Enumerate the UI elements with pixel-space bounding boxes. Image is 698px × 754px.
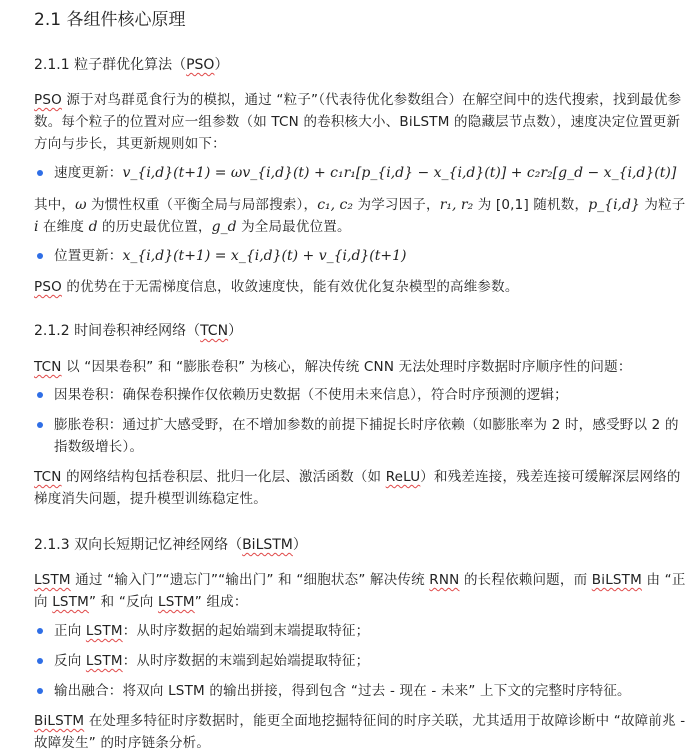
causal-conv-item	[34, 384, 690, 406]
pso-intro-text: 源于对鸟群觅食行为的模拟，通过 “粒子”（代表待优化参数组合）在解空间中的迭代搜索，找到最优参数。每个粒子的位置对应一组参数（如 TCN 的卷积核大小、BiLSTM 的隐藏层节点数），速度决定位置更新方向与步长，其更新规则如下：	[34, 92, 682, 152]
where-text-5: 为粒子	[639, 197, 686, 213]
where-text-3: 为学习因子，	[353, 197, 440, 213]
forward-lstm-abbr: LSTM	[85, 623, 123, 639]
velocity-update-item	[34, 162, 690, 184]
bilstm-intro-text-a: 通过 “输入门”“遗忘门”“输出门” 和 “细胞状态” 解决传统	[70, 572, 430, 588]
relu-term: ReLU	[385, 469, 421, 485]
pso-heading-close: ）	[214, 57, 229, 73]
bilstm-abbr-2: BiLSTM	[34, 713, 85, 729]
p-id-symbol: p_{i,d}	[588, 197, 640, 213]
tcn-abbr: TCN	[34, 359, 62, 375]
section-title	[34, 9, 690, 31]
pso-abbr-2: PSO	[34, 279, 62, 295]
lstm-term-backward: LSTM	[157, 594, 195, 610]
d-symbol: d	[88, 219, 98, 235]
output-fusion-item	[34, 680, 690, 702]
pso-symbols-paragraph	[34, 194, 690, 238]
lstm-abbr: LSTM	[34, 572, 71, 588]
tcn-structure-text-a: 的网络结构包括卷积层、批归一化层、激活函数（如	[61, 469, 386, 485]
position-equation: x_{i,d}(t+1) = x_{i,d}(t) + v_{i,d}(t+1)	[122, 248, 407, 264]
pso-advantage-paragraph	[34, 276, 690, 298]
omega-symbol: ω	[75, 197, 87, 213]
lstm-term-forward: LSTM	[52, 594, 89, 610]
bilstm-summary-text: 在处理多特征时序数据时，能更全面地挖掘特征间的时序关联，尤其适用于故障诊断中 “故障前兆 - 故障发生” 的时序链条分析。	[34, 713, 686, 751]
causal-conv-text: 因果卷积：确保卷积操作仅依赖历史数据（不使用未来信息），符合时序预测的逻辑；	[54, 387, 568, 403]
g-d-symbol: g_d	[211, 219, 237, 235]
bilstm-intro-paragraph	[34, 569, 690, 613]
bilstm-heading-text: 2.1.3 双向长短期记忆神经网络（	[34, 537, 243, 553]
bilstm-intro-text-b: 的长程依赖问题，而	[459, 572, 592, 588]
backward-lstm-text: ：从时序数据的末端到起始端提取特征；	[122, 653, 370, 669]
where-text-6: 在维度	[38, 219, 89, 235]
where-text-7: 的历史最优位置，	[97, 219, 212, 235]
where-text-2: 为惯性权重（平衡全局与局部搜索），	[86, 197, 318, 213]
position-label: 位置更新：	[54, 248, 123, 264]
where-text-8: 为全局最优位置。	[236, 219, 351, 235]
backward-lstm-prefix: 反向	[54, 653, 86, 669]
forward-lstm-item	[34, 620, 690, 642]
dilated-conv-text: 膨胀卷积：通过扩大感受野，在不增加参数的前提下捕捉长时序依赖（如膨胀率为 2 时，感受野以 2 的指数级增长）。	[54, 417, 679, 455]
velocity-equation: v_{i,d}(t+1) = ωv_{i,d}(t) + c₁r₁[p_{i,d} − x_{i,d}(t)] + c₂r₂[g_d − x_{i,d}(t)]	[122, 165, 677, 181]
section-title-text: 2.1 各组件核心原理	[34, 10, 186, 30]
forward-lstm-text: ：从时序数据的起始端到末端提取特征；	[122, 623, 370, 639]
pso-heading-abbr: PSO	[186, 57, 215, 73]
forward-lstm-prefix: 正向	[54, 623, 86, 639]
bilstm-intro-text-d: ” 和 “反向	[89, 594, 158, 610]
i-symbol: i	[34, 219, 39, 235]
c-symbols: c₁, c₂	[317, 197, 353, 213]
position-update-item	[34, 245, 690, 267]
where-text-1: 其中，	[34, 197, 76, 213]
tcn-structure-text-b: ）和残差连接，残差连接可缓解深层网络的梯度消失问题，提升模型训练稳定性。	[34, 469, 681, 507]
tcn-intro-text: 以 “因果卷积” 和 “膨胀卷积” 为核心，解决传统 CNN 无法处理时序数据时序顺序性的问题：	[61, 359, 632, 375]
bilstm-summary-paragraph	[34, 710, 690, 754]
tcn-heading-text: 2.1.2 时间卷积神经网络（	[34, 323, 201, 339]
tcn-heading-close: ）	[228, 323, 243, 339]
tcn-heading-abbr: TCN	[200, 323, 229, 339]
pso-heading	[34, 55, 690, 75]
pso-advantage-text: 的优势在于无需梯度信息，收敛速度快，能有效优化复杂模型的高维参数。	[61, 279, 519, 295]
tcn-abbr-2: TCN	[34, 469, 62, 485]
rnn-term: RNN	[429, 572, 460, 588]
bilstm-heading-abbr: BiLSTM	[242, 537, 293, 553]
bilstm-intro-text-c: 由 “正向	[34, 572, 686, 610]
bilstm-heading-close: ）	[292, 537, 307, 553]
where-text-4: 为 [0,1] 随机数，	[473, 197, 589, 213]
velocity-label: 速度更新：	[54, 165, 123, 181]
backward-lstm-abbr: LSTM	[85, 653, 123, 669]
pso-abbr: PSO	[34, 92, 62, 108]
bilstm-term: BiLSTM	[591, 572, 642, 588]
tcn-structure-paragraph	[34, 466, 690, 510]
bilstm-heading	[34, 535, 690, 555]
output-fusion-text: 输出融合：将双向 LSTM 的输出拼接，得到包含 “过去 - 现在 - 未来” 上下文的完整时序特征。	[54, 683, 631, 699]
pso-intro-paragraph	[34, 89, 690, 155]
bilstm-intro-text-e: ” 组成：	[194, 594, 248, 610]
dilated-conv-item	[34, 414, 690, 458]
tcn-intro-paragraph	[34, 356, 690, 378]
backward-lstm-item	[34, 650, 690, 672]
tcn-heading	[34, 321, 690, 341]
pso-heading-text: 2.1.1 粒子群优化算法（	[34, 57, 187, 73]
r-symbols: r₁, r₂	[439, 197, 474, 213]
